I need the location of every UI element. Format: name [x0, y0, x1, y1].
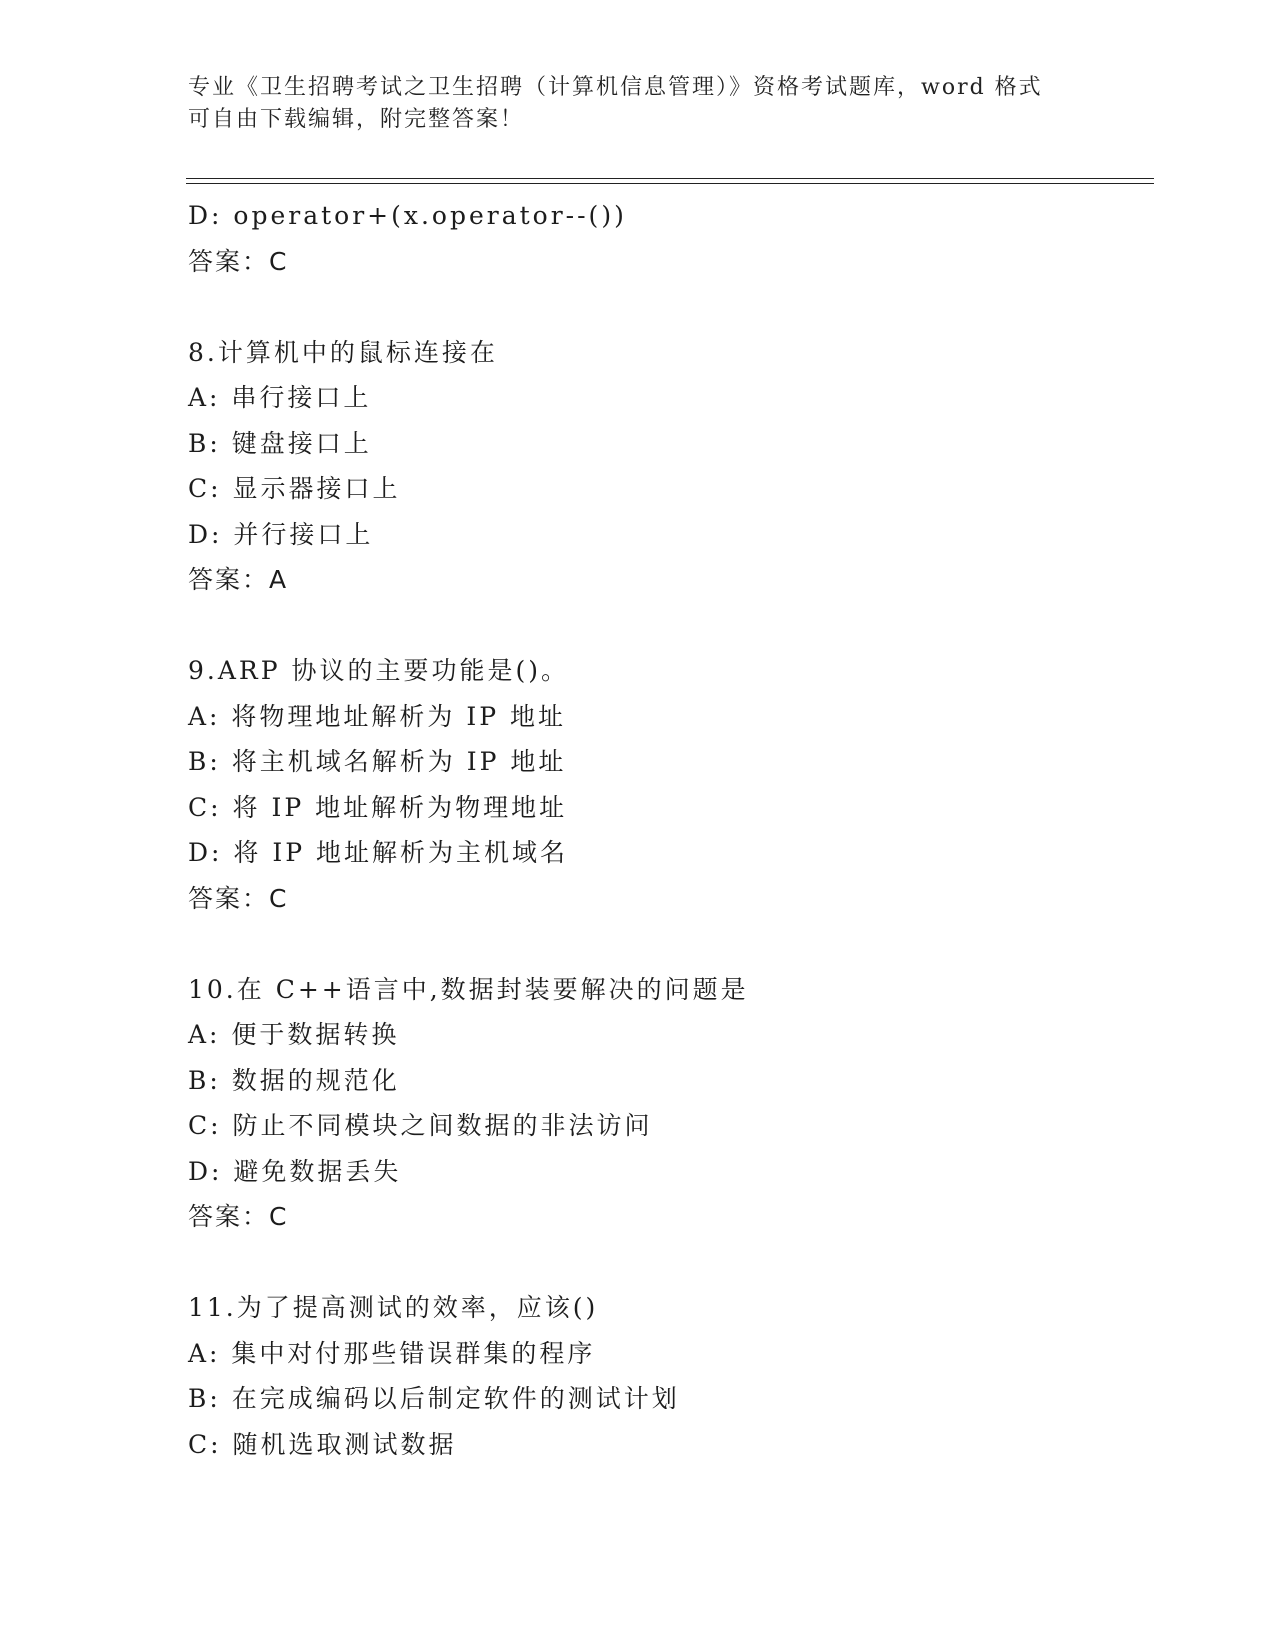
- question-8-stem: 8.计算机中的鼠标连接在: [188, 337, 498, 367]
- question-list: [188, 193, 1148, 1467]
- spacer: [188, 921, 1148, 967]
- question-9-option-d: D: 将 IP 地址解析为主机域名: [188, 838, 569, 867]
- header-divider-bottom: [186, 183, 1154, 184]
- question-9-answer: 答案：C: [188, 883, 289, 913]
- spacer: [188, 603, 1148, 649]
- question-10-option-a: A: 便于数据转换: [188, 1020, 400, 1049]
- question-11-stem: 11.为了提高测试的效率，应该(): [188, 1293, 599, 1322]
- question-10-option-c: C: 防止不同模块之间数据的非法访问: [188, 1111, 653, 1140]
- document-header: [188, 72, 1088, 136]
- prev-question-answer: 答案：C: [188, 246, 289, 276]
- question-9-option-c: C: 将 IP 地址解析为物理地址: [188, 792, 568, 822]
- question-10-option-d: D: 避免数据丢失: [188, 1156, 402, 1186]
- question-11-option-b: B: 在完成编码以后制定软件的测试计划: [188, 1384, 680, 1413]
- prev-question-option-d: D: operator+(x.operator--()): [188, 201, 627, 230]
- header-title-line-1: 专业《卫生招聘考试之卫生招聘（计算机信息管理）》资格考试题库，word 格式: [188, 75, 1043, 100]
- header-divider-top: [186, 178, 1154, 179]
- question-8-option-d: D: 并行接口上: [188, 519, 374, 549]
- spacer: [188, 284, 1148, 330]
- question-9-option-b: B: 将主机域名解析为 IP 地址: [188, 747, 567, 776]
- question-10-option-b: B: 数据的规范化: [188, 1065, 400, 1095]
- question-10-answer: 答案：C: [188, 1202, 289, 1231]
- question-10-stem: 10.在 C++语言中,数据封装要解决的问题是: [188, 974, 749, 1004]
- spacer: [188, 1240, 1148, 1286]
- question-9-option-a: A: 将物理地址解析为 IP 地址: [188, 701, 567, 731]
- question-8-option-a: A: 串行接口上: [188, 383, 372, 412]
- header-title-line-2: 可自由下载编辑，附完整答案！: [188, 107, 525, 132]
- question-8-answer: 答案：A: [188, 565, 289, 594]
- question-11-option-c: C: 随机选取测试数据: [188, 1429, 457, 1459]
- question-11-option-a: A: 集中对付那些错误群集的程序: [188, 1338, 596, 1368]
- question-8-option-c: C: 显示器接口上: [188, 474, 401, 503]
- question-9-stem: 9.ARP 协议的主要功能是()。: [188, 656, 570, 685]
- question-8-option-b: B: 键盘接口上: [188, 428, 372, 458]
